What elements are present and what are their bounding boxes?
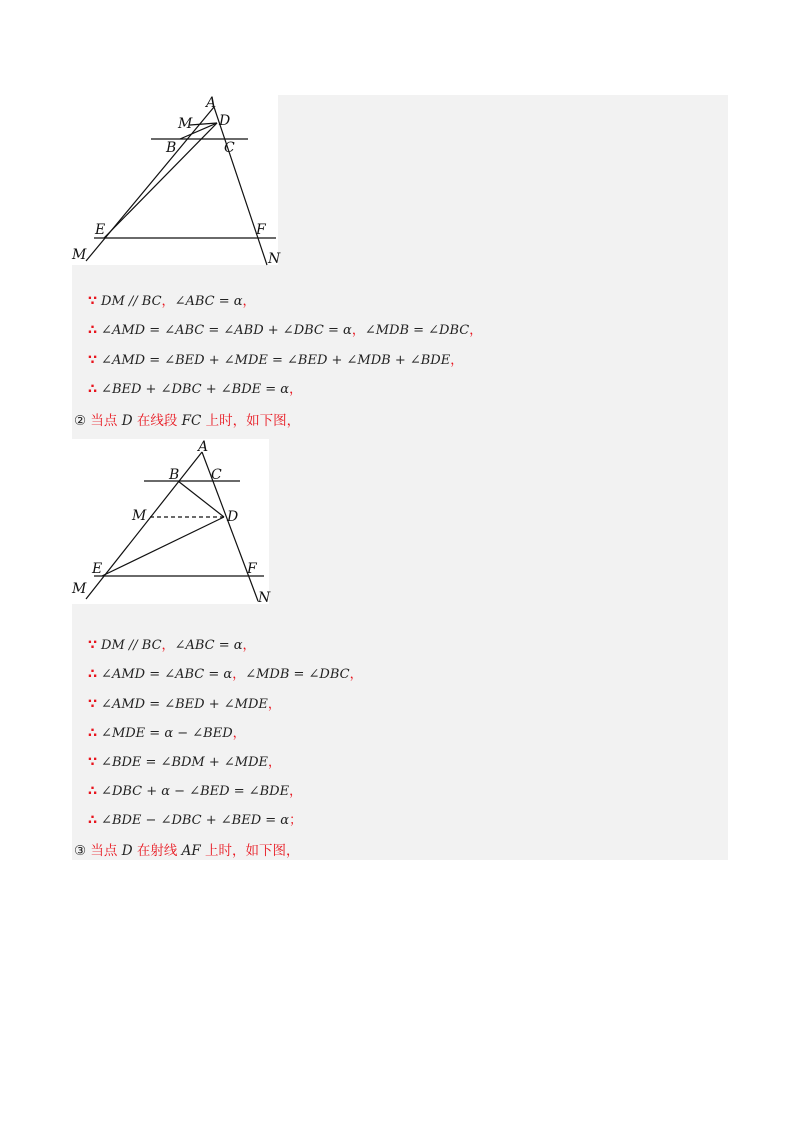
segment-de — [104, 123, 217, 238]
label-m-top: M — [178, 116, 193, 132]
reason-line-9: ∵ ∠BDE = ∠BDM + ∠MDE， — [88, 755, 282, 770]
case-number: ③ — [74, 843, 87, 859]
case-number: ② — [74, 413, 87, 429]
label-a: A — [198, 439, 209, 455]
reason-line-6: ∴ ∠AMD = ∠ABC = α，∠MDB = ∠DBC， — [88, 667, 363, 682]
label-e: E — [92, 561, 103, 577]
label-f: F — [256, 222, 266, 238]
figure-1-svg — [72, 95, 281, 267]
label-m-mid: M — [132, 508, 147, 524]
therefore-symbol: ∴ — [88, 382, 98, 397]
reason-line-2: ∴ ∠AMD = ∠ABC = ∠ABD + ∠DBC = α，∠MDB = ∠DBC， — [88, 323, 483, 338]
segment-de — [102, 517, 224, 576]
label-f: F — [247, 561, 257, 577]
reason-line-8: ∴ ∠MDE = α − ∠BED， — [88, 726, 246, 741]
geometry-figure-1 — [72, 95, 281, 267]
label-m-bottom: M — [72, 247, 87, 263]
reason-line-1: ∵ DM // BC，∠ABC = α， — [88, 294, 256, 309]
label-c: C — [224, 140, 235, 156]
reason-line-3: ∵ ∠AMD = ∠BED + ∠MDE = ∠BED + ∠MDB + ∠BDE， — [88, 353, 464, 368]
label-a: A — [206, 95, 217, 111]
solution-panel — [72, 95, 728, 860]
label-c: C — [211, 467, 222, 483]
therefore-symbol: ∴ — [88, 726, 98, 741]
because-symbol: ∵ — [88, 294, 98, 309]
segment-bd — [178, 481, 224, 517]
label-m-bottom: M — [72, 581, 87, 597]
because-symbol: ∵ — [88, 353, 98, 368]
label-d: D — [219, 113, 231, 129]
label-n: N — [258, 590, 271, 606]
line-am — [86, 452, 202, 599]
because-symbol: ∵ — [88, 638, 98, 653]
line-an — [214, 107, 267, 265]
because-symbol: ∵ — [88, 697, 98, 712]
figure-2-svg — [72, 439, 269, 604]
reason-line-5: ∵ DM // BC，∠ABC = α， — [88, 638, 256, 653]
therefore-symbol: ∴ — [88, 667, 98, 682]
therefore-symbol: ∴ — [88, 784, 98, 799]
label-b: B — [166, 140, 177, 156]
because-symbol: ∵ — [88, 755, 98, 770]
label-d: D — [227, 509, 239, 525]
therefore-symbol: ∴ — [88, 813, 98, 828]
reason-line-10: ∴ ∠DBC + α − ∠BED = ∠BDE， — [88, 784, 303, 799]
reason-line-7: ∵ ∠AMD = ∠BED + ∠MDE， — [88, 697, 281, 712]
label-n: N — [268, 251, 281, 267]
geometry-figure-2 — [72, 439, 269, 604]
case-3-heading: ③ 当点 D 在射线 AF 上时，如下图， — [74, 843, 300, 859]
label-e: E — [95, 222, 106, 238]
reason-line-11: ∴ ∠BDE − ∠DBC + ∠BED = α； — [88, 813, 303, 828]
case-2-heading: ② 当点 D 在线段 FC 上时，如下图， — [74, 413, 301, 429]
therefore-symbol: ∴ — [88, 323, 98, 338]
label-b: B — [169, 467, 180, 483]
reason-line-4: ∴ ∠BED + ∠DBC + ∠BDE = α， — [88, 382, 303, 397]
